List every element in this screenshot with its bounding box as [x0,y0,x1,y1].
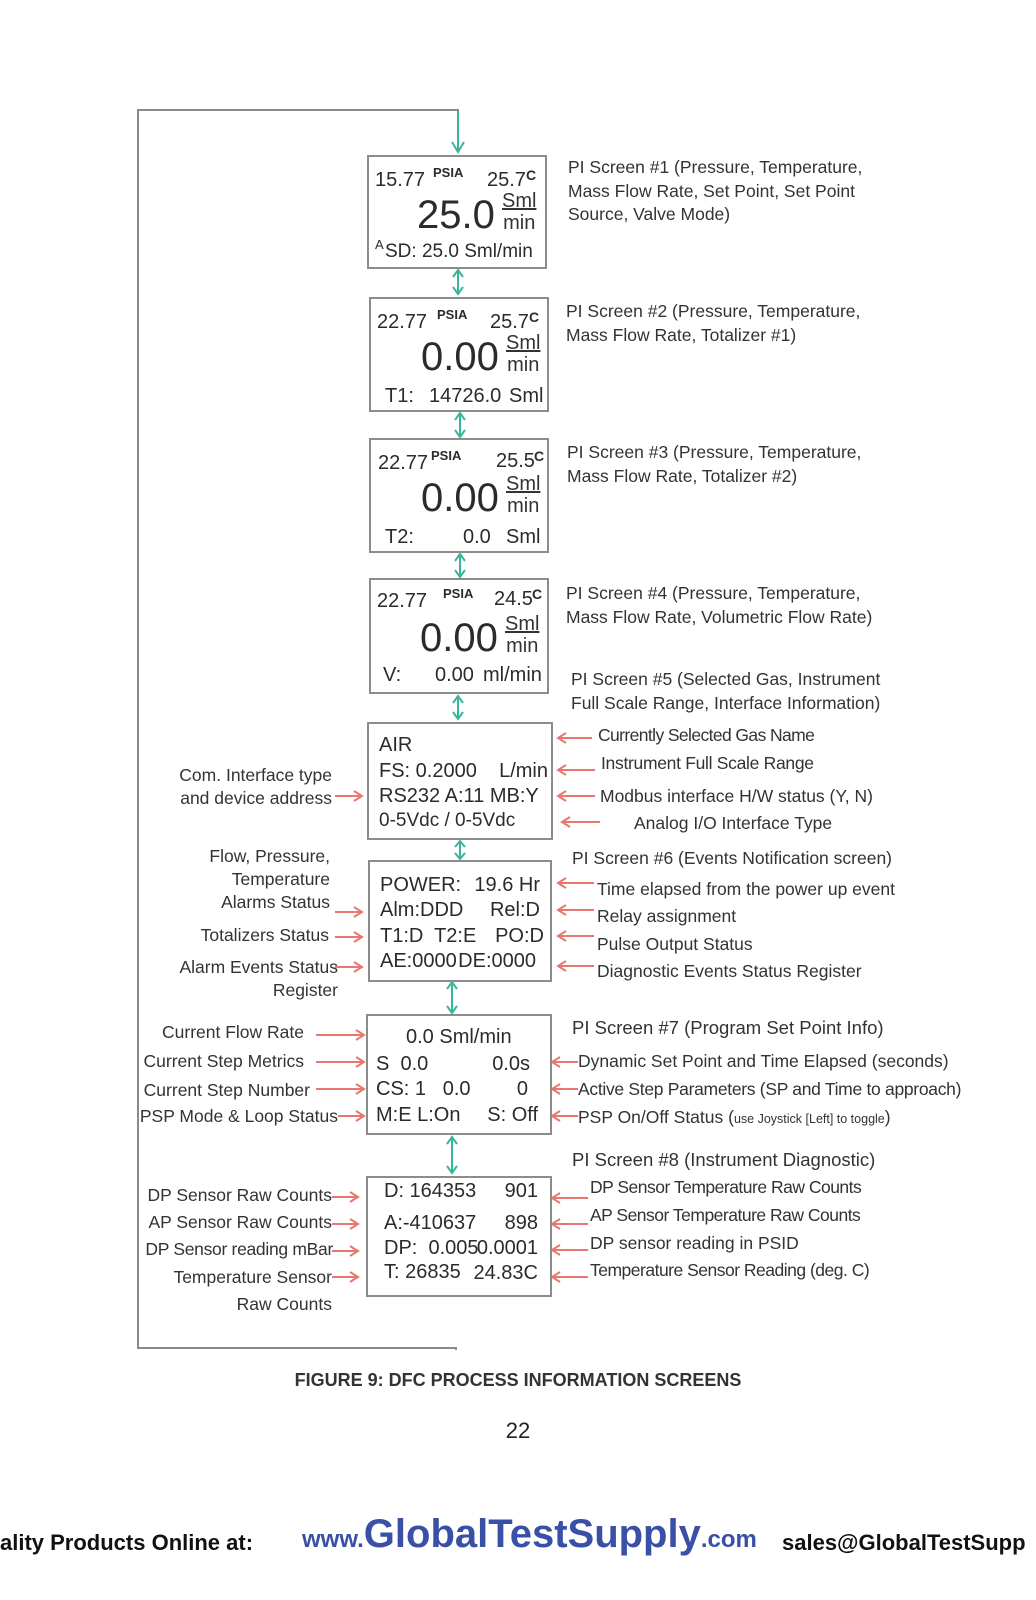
temp-raw-counts: T: 26835 [384,1261,461,1283]
dp-temp-raw-counts: 901 [504,1180,538,1202]
pressure-value: 15.77 [375,169,426,191]
flow-value: 0.00 [421,476,499,520]
pi-screen-2 [369,297,549,412]
pi-screen-7 [366,1014,552,1135]
dp-reading-psid: 0.0001 [476,1237,538,1259]
volumetric-unit: ml/min [483,664,542,686]
footer-email-link[interactable]: sales@GlobalTestSupp [782,1530,1026,1555]
page-number: 22 [505,1418,531,1443]
temperature-value: 25.5 [496,450,535,472]
pi-screen-8-desc: PI Screen #8 (Instrument Diagnostic) [572,1149,876,1170]
gas-name: AIR [379,734,413,756]
temperature-value: 25.7 [487,169,526,191]
flow-unit: Sml min [502,190,537,234]
pressure-unit: PSIA [437,307,468,322]
pi-screen-6-desc: PI Screen #6 (Events Notification screen) [572,848,893,868]
label-psp-onoff: PSP On/Off Status (use Joystick [Left] to toggle) [578,1107,891,1127]
arrow-s3-s4 [455,554,465,577]
alarm-status: Alm:DDD [380,899,464,921]
flow-unit: Sml min [505,613,540,657]
arrow-s7-s8 [447,1137,457,1173]
totalizer-value: 14726.0 [429,385,502,407]
pi-screen-5-desc: PI Screen #5 (Selected Gas, Instrument Full Scale Range, Interface Information) [571,669,881,713]
label-psp-mode: PSP Mode & Loop Status [139,1106,338,1126]
pi-screen-2-desc: PI Screen #2 (Pressure, Temperature, Mass Flow Rate, Totalizer #1) [566,301,861,345]
label-time-elapsed: Time elapsed from the power up event [597,879,895,899]
totalizer-status: T1:D T2:E [380,925,477,947]
pi-screen-3-desc: PI Screen #3 (Pressure, Temperature, Mass Flow Rate, Totalizer #2) [567,442,862,486]
analog-io-type: 0-5Vdc / 0-5Vdc [379,810,516,831]
pressure-unit: PSIA [433,165,464,180]
temperature-unit: C [534,448,545,464]
pressure-value: 22.77 [377,590,428,612]
flow-unit: Sml min [506,332,541,376]
label-relay: Relay assignment [597,906,737,926]
step-time: 0.0s [492,1053,530,1075]
label-dp-raw: DP Sensor Raw Counts [147,1185,332,1205]
arrow-s6-s7 [447,982,457,1013]
psp-status: S: Off [487,1104,538,1126]
label-diagnostic-events: Diagnostic Events Status Register [597,961,862,981]
totalizers-status-label: Totalizers Status [200,925,329,945]
totalizer-unit: Sml [509,385,544,407]
dp-raw-counts: D: 164353 [384,1180,477,1202]
arrow-s5-s6 [455,841,465,859]
temperature-unit: C [529,309,540,325]
volumetric-label: V: [383,664,402,686]
pressure-unit: PSIA [443,586,474,601]
label-current-flow: Current Flow Rate [162,1022,304,1042]
arrow-s4-s5 [453,696,463,719]
label-gas-name: Currently Selected Gas Name [598,725,815,745]
temperature-unit: C [532,586,543,602]
pi-screen-4 [369,578,549,694]
pi-screen-5 [367,722,553,840]
alarm-events: AE:0000 [380,950,457,972]
label-temp-raw: Temperature Sensor Raw Counts [173,1267,332,1314]
temperature-value: 25.7 [490,311,529,333]
flow-value: 0.00 [421,335,499,379]
label-dynamic-setpoint: Dynamic Set Point and Time Elapsed (seconds) [578,1051,949,1071]
volumetric-value: 0.00 [435,664,474,686]
temperature-value: 24.5 [494,588,533,610]
totalizer-unit: Sml [506,526,541,548]
setpoint-line: SD: 25.0 Sml/min [385,241,533,262]
footer-website-link[interactable]: www.GlobalTestSupply.com [302,1512,757,1556]
arrow-s2-s3 [455,413,465,437]
dp-reading: DP: 0.005 [384,1237,479,1259]
pi-screen-8 [366,1176,552,1297]
label-dp-psid: DP sensor reading in PSID [590,1233,799,1253]
current-flow: 0.0 Sml/min [406,1026,512,1048]
label-dp-temp-raw: DP Sensor Temperature Raw Counts [590,1177,862,1197]
power-label: POWER: [380,874,462,896]
relay-status: Rel:D [489,899,540,921]
label-pulse-output: Pulse Output Status [597,934,753,954]
totalizer-label: T1: [385,385,414,407]
alarms-status-label: Flow, Pressure, Temperature Alarms Status [209,846,330,912]
psp-mode: M:E L:On [376,1104,461,1126]
label-ap-temp-raw: AP Sensor Temperature Raw Counts [590,1205,861,1225]
label-full-scale: Instrument Full Scale Range [601,753,814,773]
flow-unit: Sml min [506,473,541,517]
step-metrics: S 0.0 [376,1053,429,1075]
interface-info: RS232 A:11 MB:Y [379,785,539,807]
pressure-unit: PSIA [431,448,462,463]
diagnostic-events: DE:0000 [458,950,536,972]
step-number-right: 0 [516,1078,528,1100]
pressure-value: 22.77 [378,452,429,474]
temp-reading: 24.83C [473,1262,538,1284]
setpoint-source-sup: A [375,237,384,252]
label-step-number: Current Step Number [143,1080,310,1100]
figure-caption: FIGURE 9: DFC PROCESS INFORMATION SCREENS [294,1370,742,1390]
pulse-output-status: PO:D [495,925,544,947]
footer-left-text: ality Products Online at: [0,1530,254,1555]
totalizer-label: T2: [385,526,414,548]
label-dp-mbar: DP Sensor reading mBar [145,1239,333,1259]
pi-screen-3 [369,438,549,553]
label-temp-reading: Temperature Sensor Reading (deg. C) [590,1260,870,1280]
alarm-events-label: Alarm Events Status Register [179,957,338,1000]
pi-screen-1-desc: PI Screen #1 (Pressure, Temperature, Mass Flow Rate, Set Point, Set Point Source, Valve Mode) [568,157,863,224]
power-value: 19.6 Hr [474,874,540,896]
label-step-metrics: Current Step Metrics [143,1051,304,1071]
label-analog-io: Analog I/O Interface Type [634,813,833,833]
pi-screen-1 [367,155,547,269]
label-ap-raw: AP Sensor Raw Counts [148,1212,332,1232]
arrow-s1-s2 [453,270,463,294]
ap-temp-raw-counts: 898 [504,1212,538,1234]
totalizer-value: 0.0 [463,526,491,548]
temperature-unit: C [526,167,537,183]
full-scale-range: FS: 0.2000 L/min [379,760,548,782]
com-interface-label: Com. Interface type and device address [179,765,332,808]
pi-screen-4-desc: PI Screen #4 (Pressure, Temperature, Mass Flow Rate, Volumetric Flow Rate) [566,583,873,627]
flow-value: 0.00 [420,616,498,660]
pi-screen-6 [368,860,552,982]
label-active-step: Active Step Parameters (SP and Time to approach) [578,1079,962,1099]
label-modbus: Modbus interface H/W status (Y, N) [600,786,873,806]
pi-screen-7-desc: PI Screen #7 (Program Set Point Info) [572,1017,884,1038]
step-number: CS: 1 0.0 [376,1078,471,1100]
pressure-value: 22.77 [377,311,428,333]
flow-value: 25.0 [417,193,495,237]
ap-raw-counts: A:-410637 [384,1212,477,1234]
